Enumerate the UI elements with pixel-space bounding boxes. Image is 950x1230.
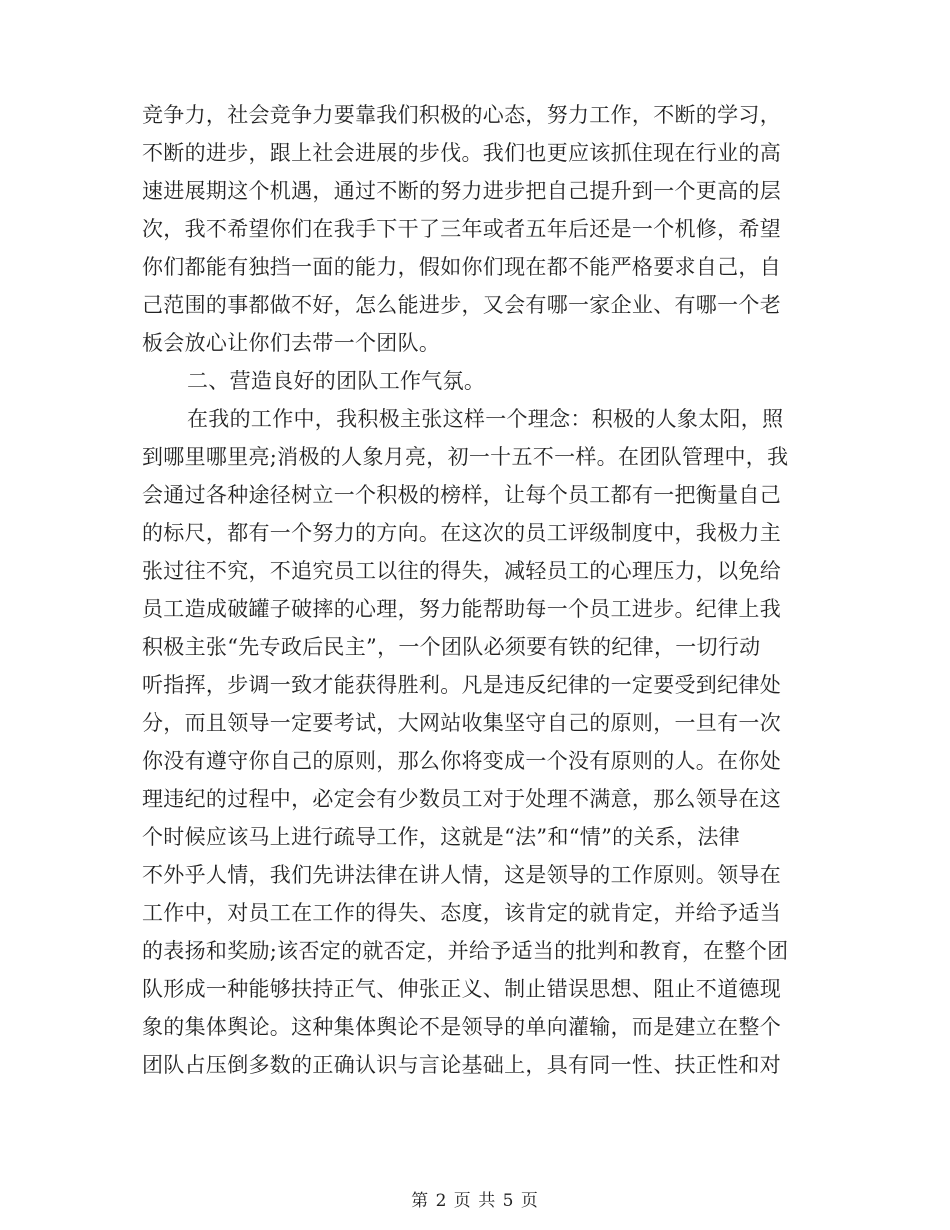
text-line: 板会放心让你们去带一个团队。 (142, 331, 441, 355)
text-line: 次，我不希望你们在我手下干了三年或者五年后还是一个机修，希望 (142, 217, 781, 241)
text-line: 你没有遵守你自己的原则，那么你将变成一个没有原则的人。在你处 (142, 749, 781, 773)
text-line: 己范围的事都做不好，怎么能进步，又会有哪一家企业、有哪一个老 (142, 293, 781, 317)
text-line: 理违纪的过程中，必定会有少数员工对于处理不满意，那么领导在这 (142, 787, 781, 811)
body-text (142, 96, 812, 1084)
text-line: 个时候应该马上进行疏导工作，这就是“法”和“情”的关系，法律 (142, 825, 740, 849)
text-line: 团队占压倒多数的正确认识与言论基础上，具有同一性、扶正性和对 (142, 1053, 781, 1077)
text-line: 不外乎人情，我们先讲法律在讲人情，这是领导的工作原则。领导在 (142, 863, 781, 887)
text-line: 的表扬和奖励;该否定的就否定，并给予适当的批判和教育，在整个团 (142, 939, 789, 963)
text-line: 会通过各种途径树立一个积极的榜样，让每个员工都有一把衡量自己 (142, 483, 781, 507)
text-line: 在我的工作中，我积极主张这样一个理念：积极的人象太阳，照 (187, 407, 784, 431)
text-line: 竞争力，社会竞争力要靠我们积极的心态，努力工作，不断的学习， (142, 103, 781, 127)
text-line: 积极主张“先专政后民主”，一个团队必须要有铁的纪律，一切行动 (142, 635, 761, 659)
text-line: 队形成一种能够扶持正气、伸张正义、制止错误思想、阻止不道德现 (142, 977, 781, 1001)
text-line: 你们都能有独挡一面的能力，假如你们现在都不能严格要求自己，自 (142, 255, 781, 279)
text-line: 象的集体舆论。这种集体舆论不是领导的单向灌输，而是建立在整个 (142, 1015, 781, 1039)
page-footer: 第 2 页 共 5 页 (411, 1191, 539, 1211)
text-line: 工作中，对员工在工作的得失、态度，该肯定的就肯定，并给予适当 (142, 901, 781, 925)
text-line: 到哪里哪里亮;消极的人象月亮，初一十五不一样。在团队管理中，我 (142, 445, 789, 469)
text-line: 分，而且领导一定要考试，大网站收集坚守自己的原则，一旦有一次 (142, 711, 781, 735)
text-line: 员工造成破罐子破摔的心理，努力能帮助每一个员工进步。纪律上我 (142, 597, 781, 621)
text-line: 速进展期这个机遇，通过不断的努力进步把自己提升到一个更高的层 (142, 179, 781, 203)
text-line: 的标尺，都有一个努力的方向。在这次的员工评级制度中，我极力主 (142, 521, 781, 545)
text-line: 不断的进步，跟上社会进展的步伐。我们也更应该抓住现在行业的高 (142, 141, 781, 165)
text-line: 张过往不究，不追究员工以往的得失，减轻员工的心理压力，以免给 (142, 559, 781, 583)
text-line: 听指挥，步调一致才能获得胜利。凡是违反纪律的一定要受到纪律处 (142, 673, 781, 697)
text-line: 二、营造良好的团队工作气氛。 (187, 369, 486, 393)
